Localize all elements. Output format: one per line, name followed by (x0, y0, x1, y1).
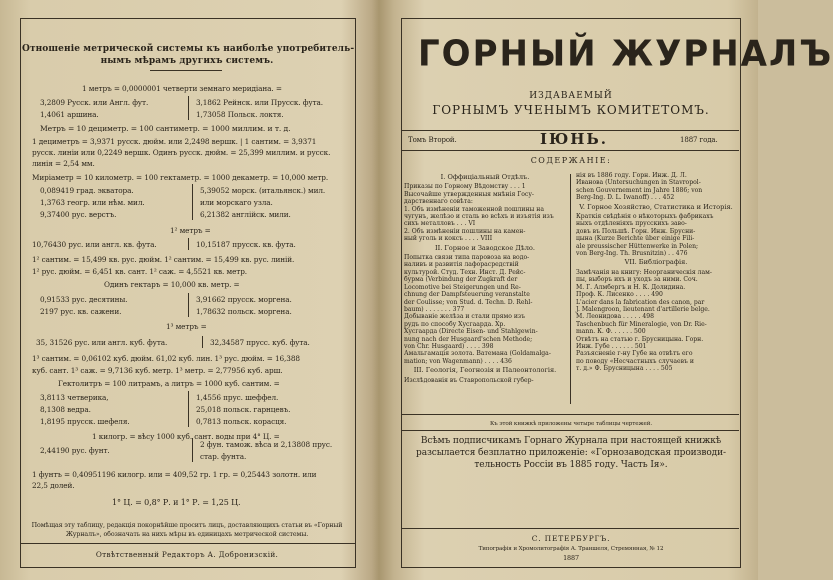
contents-entry: Изслѣдованія въ Ставропольской губер- (404, 376, 534, 384)
subscriber-line: тельность Россіи въ 1885 году. Часть Iя». (474, 460, 668, 470)
contents-entry: 2. Объ измѣненіи пошлины на камен- (404, 227, 526, 235)
text-line: 25,018 польск. гарнцевъ. (196, 405, 291, 414)
contents-entry: Иванова (Untersuchungen in Stavropol- (576, 179, 701, 187)
editor-line: Отвѣтственный Редакторъ А. Добронизскій. (95, 550, 279, 559)
contents-entry: Краткія свѣдѣнія о нѣкоторыхъ фабрикахъ (576, 213, 714, 221)
contents-entry: ный уголь и коксъ . . . . VIII (404, 235, 493, 243)
text-line: 0,089419 град. экватора. (40, 186, 134, 195)
text-line: 1² рус. дюйм. = 6,451 кв. сант. 1² саж. = 4,5521 кв. метр. (32, 267, 248, 276)
text-line: 2197 рус. кв. сажени. (40, 307, 122, 316)
text-line: куб. сант. 1³ саж. = 9,7136 куб. метр. 1³ метр. = 2,77956 куб. арш. (32, 366, 283, 375)
text-line: 3,2809 Русск. или Англ. фут. (40, 98, 149, 107)
divider (401, 150, 739, 151)
text-line: 1,73058 Польск. локтя. (196, 110, 284, 119)
brace (188, 391, 189, 427)
contents-entry: Отвѣтъ на статью г. Брусницына. Горн. (576, 335, 704, 343)
contents-entry: Высочайше утвержденныя мнѣнія Госу- (404, 190, 534, 198)
text-line: 1 метръ = 0,0000001 четверти земнаго меридіана. = (82, 84, 282, 93)
text-line: 0,7813 польск. корасця. (196, 417, 287, 426)
text-line: 0,91533 рус. десятины. (40, 295, 128, 304)
brace (192, 184, 193, 220)
contents-entry: 1. Объ измѣненіи таможенной пошлины на чугунъ, желѣзо и сталь во всѣхъ и изъятія изъ сихъ металловъ . . . VI (404, 205, 554, 228)
text-line: 2 фун. тамож. вѣса и 2,13808 прус. (200, 440, 333, 449)
contents-entry: рудъ по способу Хусгаарда. Хр. (404, 320, 506, 328)
masthead: ГОРНЫЙ ЖУРНАЛЪ (418, 33, 833, 75)
text-line: 10,15187 прусск. кв. фута. (196, 240, 296, 249)
text-line: Метръ = 10 дециметр. = 100 сантиметр. = 1000 миллим. и т. д. (40, 124, 291, 133)
divider (150, 70, 222, 71)
contents-entry: т. д.» Ф. Брусницына . . . . 505 (576, 365, 673, 373)
footnote-line: Журналъ», обозначать на нихъ мѣры въ единицахъ метрической системы. (65, 531, 309, 538)
contents-entry: ale preussischer Hüttenwerke in Polen; (576, 242, 699, 250)
text-line: 1,4061 аршина. (40, 110, 99, 119)
contents-entry: II. Горное и Заводское Дѣло. (435, 243, 535, 252)
text-line: 1³ метръ = (166, 322, 207, 331)
brace (188, 96, 189, 120)
page-title-line1: Отношеніе метрической системы къ наиболѣе употребитель- (22, 44, 355, 54)
contents-entry: Попытка связи типа паровоза на водо- (404, 254, 530, 262)
contents-entry: культурой. Студ. Техн. Инст. Д. Рейс- (404, 268, 526, 276)
column-divider (570, 174, 571, 404)
brace (202, 336, 203, 348)
text-line: 8,1308 ведра. (40, 405, 91, 414)
text-line: 1,3763 геогр. или нѣм. мил. (40, 198, 145, 207)
tome-label: Томъ Второй. (408, 136, 457, 144)
divider (401, 528, 739, 529)
text-line: 1 дециметръ = 3,9371 русск. дюйм. или 2,2498 вершк. | 1 сантим. = 3,9371 (32, 137, 317, 146)
contents-entry: der Coulisse; von Stud. d. Techn. D. Rehl- (404, 298, 533, 306)
contents-entry: III. Геологія, Геогнозія и Палеонтологія. (413, 366, 557, 375)
contents-entry: nung nach der Husgaard'schen Methode; (404, 335, 533, 343)
text-line: 1,8195 прусск. шефеля. (40, 417, 130, 426)
page-title-line2: нымъ мѣрамъ другихъ системъ. (100, 56, 274, 66)
year-label: 1887 года. (680, 136, 718, 144)
brace (188, 293, 189, 317)
text-line: или морскаго узла. (200, 198, 273, 207)
contents-column-left (404, 172, 566, 384)
text-line: 1² метръ = (170, 226, 211, 235)
text-line: Одинъ гектаръ = 10,000 кв. метр. = (104, 280, 240, 289)
plates-note: Къ этой книжкѣ приложены четыре таблицы чертежей. (489, 421, 653, 427)
contents-entry: Инж. Губе . . . . . . 501 (576, 342, 647, 350)
contents-entry: Замѣчанія на книгу: Неорганическія лам- (576, 268, 712, 276)
subscriber-line: разсылается безплатно приложеніе: «Горнозаводская производи- (416, 448, 726, 458)
subtitle-2: ГОРНЫМЪ УЧЕНЫМЪ КОМИТЕТОМЪ. (432, 103, 710, 117)
text-line: Миріаметр = 10 километр. = 100 гектаметр. = 1000 декаметр. = 10,000 метр. (32, 173, 329, 182)
city-line: С. ПЕТЕРБУРГЪ. (531, 534, 611, 543)
contents-entry: I. Оффиціальный Отдѣлъ. (440, 173, 530, 181)
text-line: 5,39052 морск. (итальянск.) мил. (200, 186, 326, 195)
contents-entry: дарственнаго совѣта: (404, 198, 473, 206)
contents-entry: Амальгамація золота. Ватемана (Goldamalga- (404, 350, 551, 358)
contents-entry: ныхъ отдѣленіяхъ прусскихъ заво- (576, 220, 687, 228)
contents-column-right (576, 172, 736, 373)
contents-entry: schen Gouvernement im Jahre 1886; von (576, 186, 703, 194)
contents-heading: СОДЕРЖАНІЕ: (530, 156, 612, 165)
text-line: стар. фунта. (200, 452, 247, 461)
text-line: 1 фунтъ = 0,40951196 килогр. или = 409,52 гр. 1 гр. = 0,25443 золотн. или (32, 470, 317, 479)
text-line: 1° Ц. = 0,8° Р. и 1° Р. = 1,25 Ц. (112, 498, 241, 507)
text-line: 10,76430 рус. или англ. кв. фута. (32, 240, 157, 249)
contents-entry: J. Malengroon, lieutenant d'artillerie belge. (576, 305, 710, 313)
subscriber-line: Всѣмъ подписчикамъ Горнаго Журнала при настоящей книжкѣ (420, 436, 722, 446)
contents-entry: V. Горное Хозяйство, Статистика и Исторія. (579, 202, 733, 211)
contents-entry: Locomotive bei Steigerungen und Re- (404, 283, 521, 291)
text-line: линія = 2,54 мм. (32, 159, 95, 168)
brace (188, 238, 189, 250)
left-page (0, 0, 372, 580)
contents-entry: довъ въ Польшѣ. Горн. Инж. Брусни- (576, 227, 696, 235)
divider (401, 414, 739, 415)
contents-entry: цына (Kurze Berichte über einige Fili- (576, 235, 695, 243)
printer-line: Типографія и Хромолитографія А. Траншеля, Стремянная, № 12 (478, 546, 664, 552)
contents-entry: М. Г. Алмбергъ и Н. К. Долидина. (576, 283, 686, 291)
right-page (384, 0, 833, 580)
contents-entry: von Berg-Ing. Th. Brusnitzin) . . 476 (576, 250, 688, 258)
divider (401, 430, 739, 431)
text-line: 3,8113 четверика, (40, 393, 109, 402)
publication-year: 1887 (563, 554, 579, 562)
contents-entry: Berg-Ing. D. L. Iwanoff) . . . 452 (576, 194, 675, 202)
text-line: 9,37400 рус. верстъ. (40, 210, 117, 219)
subtitle-1: ИЗДАВАЕМЫЙ (529, 91, 613, 101)
contents-entry: L'acier dans la fabrication des canon, par (576, 298, 705, 306)
contents-entry: mation; von Wagenmann) . . . . 436 (404, 357, 512, 365)
text-line: 1³ сантим. = 0,06102 куб. дюйм. 61,02 куб. лин. 1³ рус. дюйм. = 16,388 (32, 354, 300, 363)
text-line: 2,44190 рус. фунт. (40, 446, 110, 455)
contents-entry: mann. К. Ф. . . . . . 500 (576, 328, 646, 336)
contents-entry: Taschenbuch für Mineralogie, von Dr. Rie- (576, 320, 707, 328)
contents-entry: chnung der Dampfsteuerung veranstalte (404, 291, 530, 299)
text-line: русск. линіи или 0,2249 вершк. Одинъ русск. дюйм. = 25,399 миллим. и русск. (32, 148, 331, 157)
text-line: 1,78632 польск. моргена. (196, 307, 292, 316)
text-line: 22,5 долей. (32, 481, 75, 490)
text-line: 1 килогр. = вѣсу 1000 куб. сант. воды при 4° Ц. = (92, 432, 280, 441)
contents-entry: наливъ и развитія лафорасредствій (404, 261, 519, 269)
month-label: ІЮНЬ. (539, 130, 609, 148)
contents-entry: VII. Библіографія. (624, 258, 688, 267)
contents-entry: Разъясненіе г-ну Губе на отвѣтъ его (576, 350, 693, 358)
text-line: 1,4556 прус. шеффел. (196, 393, 279, 402)
contents-entry: Хусгаарда (Directe Eisen- und Stahlgewin- (404, 328, 538, 336)
contents-entry: пы, выборъ ихъ и уходъ за ними. Соч. (576, 276, 698, 284)
brace (192, 438, 193, 462)
contents-entry: по поводу «Несчастныхъ случаевъ и (576, 357, 694, 365)
contents-entry: Добываніе желѣза и стали прямо изъ (404, 313, 526, 321)
text-line: 3,91662 прусск. моргена. (196, 295, 292, 304)
text-line: 6,21382 англійск. мили. (200, 210, 291, 219)
contents-entry: бурма (Verbindung der Zugkraft der (404, 276, 518, 284)
text-line: 32,34587 прусс. куб. фута. (210, 338, 310, 347)
contents-entry: нія въ 1886 году. Горн. Инж. Д. Л. (576, 172, 687, 179)
divider (20, 543, 355, 544)
contents-entry: baum) . . . . . . . 377 (404, 305, 465, 313)
contents-entry: Приказы по Горному Вѣдомству . . . 1 (404, 183, 526, 191)
text-line: 1² сантим. = 15,499 кв. рус. дюйм. 1² сантим. = 15,499 кв. рус. линій. (32, 255, 295, 264)
footnote-line: Помѣщая эту таблицу, редакція покорнѣйше проситъ лицъ, доставляющихъ статьи въ «Горный (31, 522, 343, 529)
contents-entry: М. Леонидова . . . . . 498 (576, 313, 655, 321)
text-line: 35, 31526 рус. или англ. куб. фута. (36, 338, 168, 347)
contents-entry: von Chr. Husgaard) . . . . 398 (404, 342, 494, 350)
text-line: Гектолитръ = 100 литрамъ, а литръ = 1000 куб. сантим. = (58, 379, 280, 388)
text-line: 3,1862 Рейнск. или Прусск. фута. (196, 98, 323, 107)
contents-entry: Проф. К. Лисенко . . . . 490 (576, 291, 663, 299)
